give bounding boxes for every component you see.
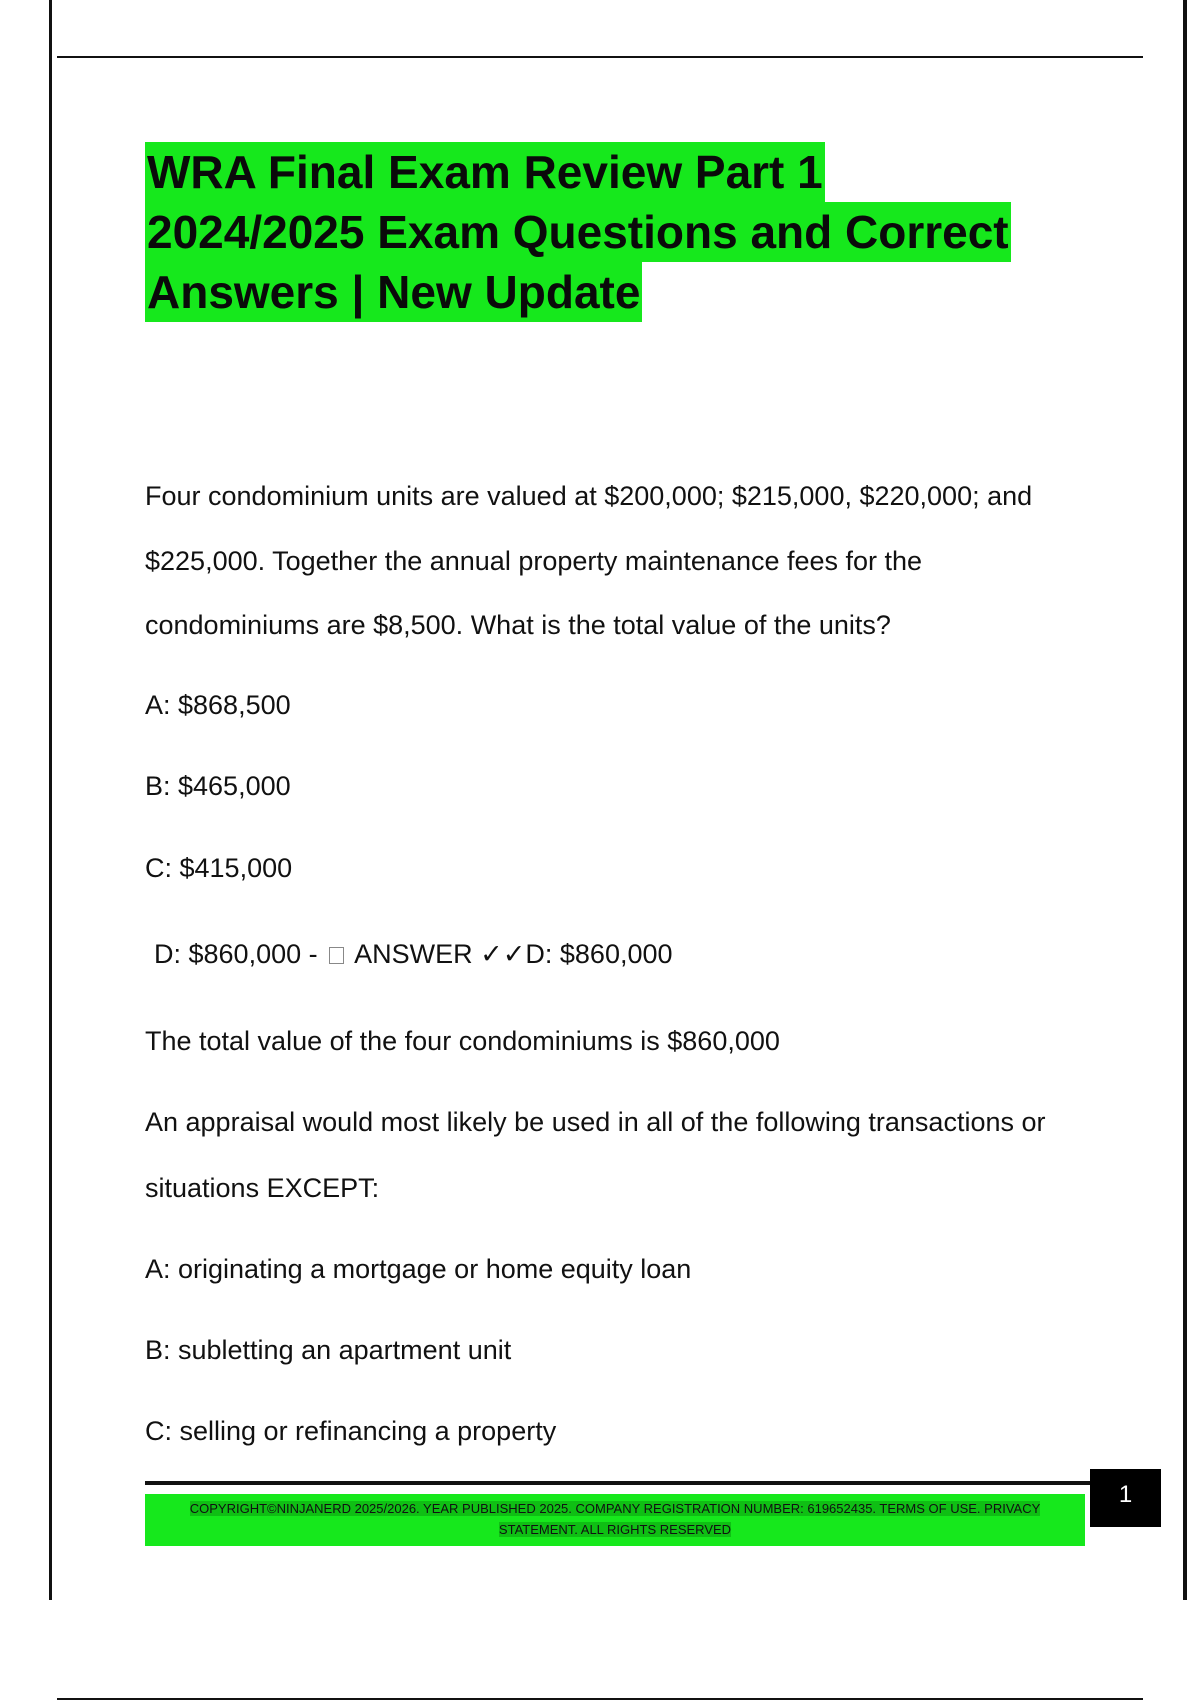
q1-stem-line-2: $225,000. Together the annual property maintenance fees for the bbox=[145, 546, 923, 576]
q2-option-c: C: selling or refinancing a property bbox=[145, 1416, 557, 1446]
q1-stem-line-1: Four condominium units are valued at $200,000; $215,000, $220,000; and bbox=[145, 481, 1033, 511]
footer-rule bbox=[145, 1481, 1090, 1485]
q2-stem-line-2: situations EXCEPT: bbox=[145, 1173, 380, 1203]
page-right-border bbox=[1183, 0, 1187, 1600]
q1-option-d: D: $860,000 - bbox=[154, 939, 318, 969]
q1-option-b: B: $465,000 bbox=[145, 771, 291, 801]
q1-option-d-answer bbox=[154, 937, 673, 971]
q2-option-b: B: subletting an apartment unit bbox=[145, 1335, 512, 1365]
page-number: 1 bbox=[1090, 1469, 1161, 1527]
title-line-2: 2024/2025 Exam Questions and Correct bbox=[145, 202, 1011, 262]
copyright-line-1: COPYRIGHT©NINJANERD 2025/2026. YEAR PUBLISHED 2025. COMPANY REGISTRATION NUMBER: 619652435. TERMS OF USE. PRIVACY bbox=[189, 1501, 1041, 1516]
page-left-border bbox=[49, 0, 52, 1600]
title-line-3: Answers | New Update bbox=[145, 262, 642, 322]
checkbox-glyph-icon bbox=[329, 947, 344, 964]
copyright-line-2: STATEMENT. ALL RIGHTS RESERVED bbox=[498, 1522, 732, 1537]
q1-explanation: The total value of the four condominiums is $860,000 bbox=[145, 1026, 780, 1056]
title-line-1: WRA Final Exam Review Part 1 bbox=[145, 142, 825, 202]
document-title bbox=[145, 142, 1105, 322]
q1-answer: ANSWER ✓✓D: $860,000 bbox=[354, 939, 673, 969]
q1-stem-line-3: condominiums are $8,500. What is the total value of the units? bbox=[145, 610, 891, 640]
top-rule bbox=[57, 56, 1143, 58]
copyright-footer bbox=[145, 1494, 1085, 1546]
q2-stem-line-1: An appraisal would most likely be used in all of the following transactions or bbox=[145, 1107, 1046, 1137]
q2-option-a: A: originating a mortgage or home equity loan bbox=[145, 1254, 692, 1284]
q1-option-c: C: $415,000 bbox=[145, 853, 293, 883]
q1-option-a: A: $868,500 bbox=[145, 690, 291, 720]
